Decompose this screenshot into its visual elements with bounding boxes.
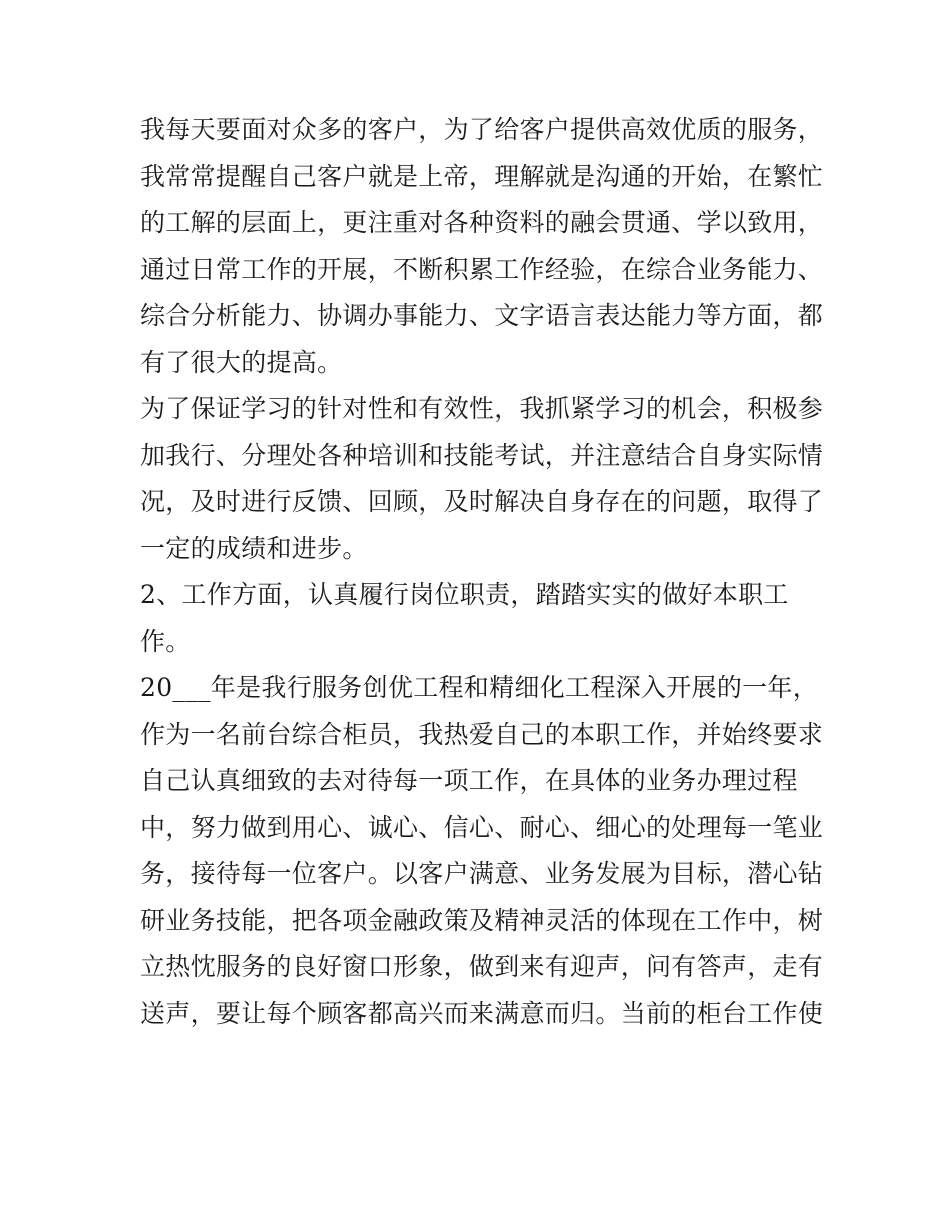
text-line: 20___年是我行服务创优工程和精细化工程深入开展的一年， — [140, 673, 819, 702]
text-line: 况，及时进行反馈、回顾，及时解决自身存在的问题，取得了 — [140, 487, 824, 516]
text-line: 2、工作方面，认真履行岗位职责，踏踏实实的做好本职工 — [140, 580, 789, 609]
text-line: 一定的成绩和进步。 — [140, 533, 368, 563]
text-line: 中，努力做到用心、诚心、信心、耐心、细心的处理每一笔业 — [140, 812, 824, 842]
text-line: 作为一名前台综合柜员，我热爱自己的本职工作，并始终要求 — [140, 719, 824, 749]
text-line: 有了很大的提高。 — [140, 347, 343, 377]
text-line: 综合分析能力、协调办事能力、文字语言表达能力等方面，都 — [140, 301, 824, 330]
text-line: 我每天要面对众多的客户，为了给客户提供高效优质的服务， — [140, 115, 824, 144]
text-line: 务，接待每一位客户。以客户满意、业务发展为目标，潜心钻 — [140, 859, 824, 888]
text-line: 为了保证学习的针对性和有效性，我抓紧学习的机会，积极参 — [140, 394, 824, 423]
text-line: 研业务技能，把各项金融政策及精神灵活的体现在工作中，树 — [140, 905, 824, 935]
text-line: 作。 — [140, 626, 191, 656]
text-line: 的工解的层面上，更注重对各种资料的融会贯通、学以致用， — [140, 208, 824, 237]
text-line: 立热忱服务的良好窗口形象，做到来有迎声，问有答声，走有 — [140, 952, 824, 981]
text-line: 加我行、分理处各种培训和技能考试，并注意结合自身实际情 — [140, 440, 824, 470]
body-text — [140, 107, 824, 1037]
text-line: 送声，要让每个顾客都高兴而来满意而归。当前的柜台工作使 — [140, 998, 824, 1028]
text-line: 我常常提醒自己客户就是上帝，理解就是沟通的开始，在繁忙 — [140, 161, 824, 191]
text-line: 自己认真细致的去对待每一项工作，在具体的业务办理过程 — [140, 766, 798, 795]
text-line: 通过日常工作的开展，不断积累工作经验，在综合业务能力、 — [140, 254, 824, 284]
